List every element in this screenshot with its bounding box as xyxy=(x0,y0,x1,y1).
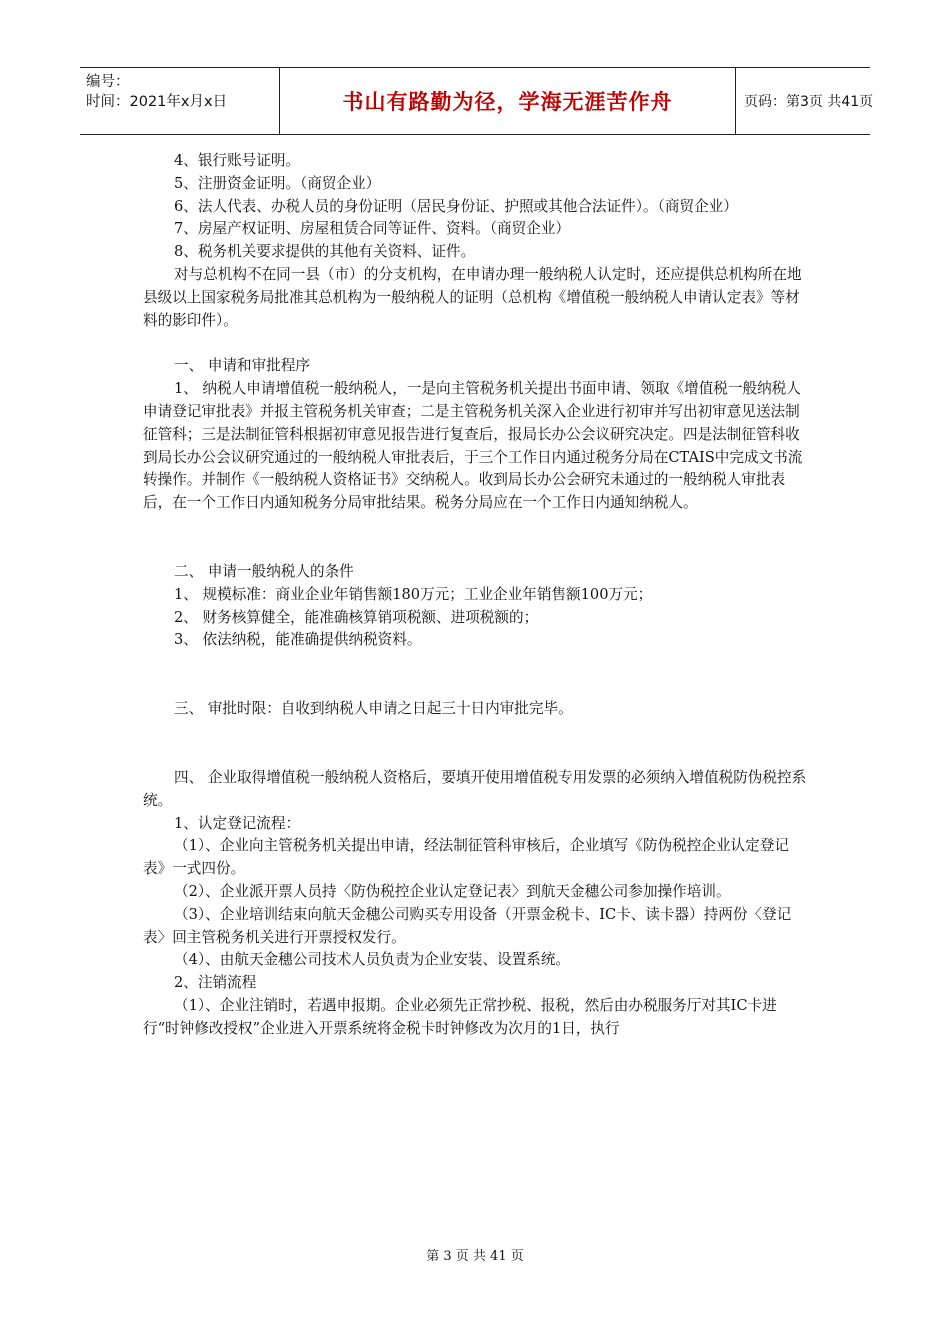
paragraph: 对与总机构不在同一县（市）的分支机构，在申请办理一般纳税人认定时，还应提供总机构所在地县级以上国家税务局批准其总机构为一般纳税人的证明（总机构《增值税一般纳税人申请认定表》等材料的影印件）。 xyxy=(143,265,802,329)
paragraph: 4、银行账号证明。 xyxy=(174,152,301,169)
document-date: 时间：2021年x月x日 xyxy=(86,94,228,110)
list-item: 1、 规模标准：商业企业年销售额180万元；工业企业年销售额100万元； xyxy=(174,585,653,603)
paragraph: 6、法人代表、办税人员的身份证明（居民身份证、护照或其他合法证件）。（商贸企业） xyxy=(174,197,738,215)
paragraph: 1、 纳税人申请增值税一般纳税人，一是向主管税务机关提出书面申请、领取《增值税一般纳税人申请登记审批表》并报主管税务机关审查；二是主管税务机关深入企业进行初审并写出初审意见送法制征管科；三是法制征管科根据初审意见报告进行复查后，报局长办公会议研究决定。四是法制征管科收到局长办公会议研究通过的一般纳税人审批表后，于三个工作日内通过税务分局在CTAIS中完成文书流转操作。并制作《一般纳税人资格证书》交纳税人。收到局长办公会研究未通过的一般纳税人审批表后，在一个工作日内通知税务分局审批结果。税务分局应在一个工作日内通知纳税人。 xyxy=(143,380,803,512)
list-item: （3）、企业培训结束向航天金穗公司购买专用设备（开票金税卡、IC卡、读卡器）持两份〈登记表〉回主管税务机关进行开票授权发行。 xyxy=(143,905,792,946)
section-heading: 三、 审批时限：自收到纳税人申请之日起三十日内审批完毕。 xyxy=(174,700,573,718)
paragraph: 5、注册资金证明。（商贸企业） xyxy=(174,174,381,192)
list-item: （1）、企业向主管税务机关提出申请，经法制征管科审核后，企业填写《防伪税控企业认定登记表》一式四份。 xyxy=(143,837,789,878)
paragraph: 7、房屋产权证明、房屋租赁合同等证件、资料。（商贸企业） xyxy=(174,220,571,238)
paragraph: 2、注销流程 xyxy=(174,974,257,992)
list-item: （2）、企业派开票人员持〈防伪税控企业认定登记表〉到航天金穗公司参加操作培训。 xyxy=(174,882,731,900)
header-meta xyxy=(80,68,280,134)
header-motto: 书山有路勤为径，学海无涯苦作舟 xyxy=(280,68,736,134)
list-item: （1）、企业注销时，若遇申报期。企业必须先正常抄税、报税，然后由办税服务厅对其IC卡进行“时钟修改授权”企业进入开票系统将金税卡时钟修改为次月的1日，执行 xyxy=(143,996,777,1037)
document-number: 编号： xyxy=(86,74,130,90)
page-header xyxy=(80,67,874,135)
header-page-number: 页码：第3页 共41页 xyxy=(744,94,874,110)
list-item: 2、 财务核算健全，能准确核算销项税额、进项税额的； xyxy=(174,608,539,626)
section-heading: 二、 申请一般纳税人的条件 xyxy=(174,562,354,580)
page-footer: 第 3 页 共 41 页 xyxy=(426,1249,524,1264)
document-body xyxy=(143,150,808,1041)
list-item: （4）、由航天金穗公司技术人员负责为企业安装、设置系统。 xyxy=(174,951,571,969)
list-item: 3、 依法纳税，能准确提供纳税资料。 xyxy=(174,631,422,649)
section-heading: 一、 申请和审批程序 xyxy=(174,357,310,375)
paragraph: 8、税务机关要求提供的其他有关资料、证件。 xyxy=(174,243,476,261)
section-heading: 四、 企业取得增值税一般纳税人资格后，要填开使用增值税专用发票的必须纳入增值税防伪税控系统。 xyxy=(143,768,807,809)
paragraph: 1、认定登记流程： xyxy=(174,814,301,832)
